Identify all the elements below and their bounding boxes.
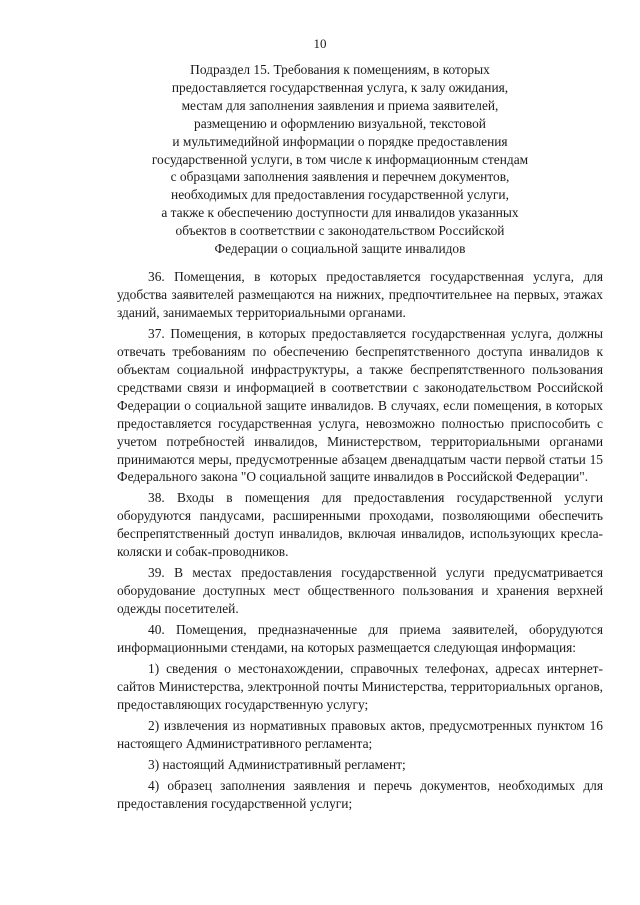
list-item-3: 3) настоящий Административный регламент; [148, 756, 406, 772]
paragraph-39: 39. В местах предоставления государственной услуги предусматривается оборудование доступных мест общественного пользования и хранения верхней одежды посетителей. [117, 565, 603, 617]
page-number: 10 [313, 36, 327, 51]
paragraph-40: 40. Помещения, предназначенные для приема заявителей, оборудуются информационными стендами, на которых размещается следующая информация: [117, 622, 603, 656]
heading-line: с образцами заполнения заявления и перечнем документов, [170, 169, 510, 185]
heading-line: местам для заполнения заявления и приема заявителей, [181, 97, 499, 113]
subsection-heading [100, 61, 580, 258]
paragraph-36: 36. Помещения, в которых предоставляется государственная услуга, для удобства заявителей размещаются на нижних, предпочтительнее на первых, этажах зданий, занимаемых территориальными органами. [117, 269, 603, 320]
paragraph-37: 37. Помещения, в которых предоставляется государственная услуга, должны отвечать требованиям по обеспечению беспрепятственного доступа инвалидов к объектам социальной инфраструктуры, а также беспрепятственного пользования средствами связи и информацией в соответствии с законодательством Российской Федерации о социальной защите инвалидов. В случаях, если помещения, в которых предоставляется государственная услуга, невозможно полностью приспособить с учетом потребностей инвалидов, Министерством, территориальными органами принимаются меры, предусмотренные абзацем двенадцатым части первой статьи 15 Федерального закона "О социальной защите инвалидов в Российской Федерации". [117, 325, 603, 485]
heading-line: государственной услуги, в том числе к информационным стендам [151, 151, 529, 167]
document-body [117, 268, 603, 813]
paragraph-38: 38. Входы в помещения для предоставления государственной услуги оборудуются пандусами, расширенными проходами, позволяющими обеспечить беспрепятственный доступ инвалидов, включая инвалидов, использующих кресла-коляски и собак-проводников. [117, 490, 603, 560]
heading-line: и мультимедийной информации о порядке предоставления [172, 133, 508, 149]
heading-line: Подраздел 15. Требования к помещениям, в которых [190, 62, 490, 77]
list-item-2: 2) извлечения из нормативных правовых актов, предусмотренных пунктом 16 настоящего Административного регламента; [117, 717, 603, 751]
list-item-1: 1) сведения о местонахождении, справочных телефонах, адресах интернет-сайтов Министерства, электронной почты Министерства, территориальных органов, предоставляющих государственную услугу; [117, 661, 603, 712]
heading-line: а также к обеспечению доступности для инвалидов указанных [161, 205, 519, 221]
heading-line: размещению и оформлению визуальной, текстовой [194, 115, 486, 131]
heading-line: объектов в соответствии с законодательством Российской [175, 223, 505, 239]
heading-line: необходимых для предоставления государственной услуги, [171, 187, 509, 203]
list-item-4: 4) образец заполнения заявления и перечь документов, необходимых для предоставления государственной услуги; [117, 777, 603, 811]
heading-line: предоставляется государственная услуга, к залу ожидания, [171, 79, 509, 95]
heading-line: Федерации о социальной защите инвалидов [214, 241, 466, 257]
